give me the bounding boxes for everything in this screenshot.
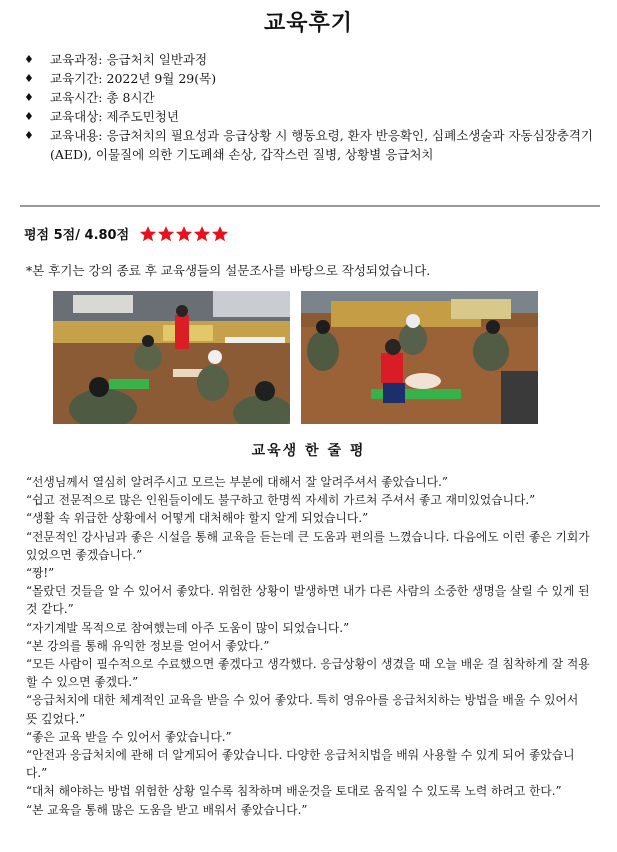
course-info-text: 교육대상: 제주도민청년 xyxy=(50,109,179,124)
course-info-item xyxy=(24,126,594,164)
survey-note: *본 후기는 강의 종료 후 교육생들의 설문조사를 바탕으로 작성되었습니다. xyxy=(26,263,431,278)
review-item: “안전과 응급처치에 관해 더 알게되어 좋았습니다. 다양한 응급처치법을 배워 사용할 수 있게 되어 좋았습니다.” xyxy=(26,748,575,781)
diamond-bullet-icon: ♦ xyxy=(24,129,34,142)
rating-stars xyxy=(139,225,229,243)
course-info-item xyxy=(24,69,594,88)
star-icon xyxy=(211,225,229,243)
review-item: “생활 속 위급한 상황에서 어떻게 대처해야 할지 알게 되었습니다.” xyxy=(26,511,369,526)
training-photo-right-image xyxy=(301,291,538,424)
review-list xyxy=(26,473,594,819)
training-photo-left-image xyxy=(53,291,290,424)
review-item: “전문적인 강사님과 좋은 시설을 통해 교육을 듣는데 큰 도움과 편의를 느꼈습니다. 다음에도 이런 좋은 기회가 있었으면 좋겠습니다.” xyxy=(26,529,594,562)
course-info-list xyxy=(24,50,594,164)
course-info-text: 교육내용: 응급처치의 필요성과 응급상황 시 행동요령, 환자 반응확인, 심폐소생술과 자동심장충격기(AED), 이물질에 의한 기도폐쇄 손상, 갑작스런 질병, 상황별 응급처치 xyxy=(50,128,593,162)
section-title: 교육생 한 줄 평 xyxy=(251,443,366,459)
rating-row xyxy=(24,224,229,243)
review-item: “짱!” xyxy=(26,566,55,581)
diamond-bullet-icon: ♦ xyxy=(24,72,34,85)
course-info-item xyxy=(24,50,594,69)
review-item: “몰랐던 것들을 알 수 있어서 좋았다. 위험한 상황이 발생하면 내가 다른 사람의 소중한 생명을 살릴 수 있게 된 것 같다.” xyxy=(26,584,594,617)
divider xyxy=(20,205,600,207)
review-item: “자기계발 목적으로 참여했는데 아주 도움이 많이 되었습니다.” xyxy=(26,620,350,635)
diamond-bullet-icon: ♦ xyxy=(24,91,34,104)
review-item: “대처 해야하는 방법 위험한 상황 일수록 침착하며 배운것을 토대로 움직일 수 있도록 노력 하려고 한다.” xyxy=(26,784,562,799)
star-icon xyxy=(157,225,175,243)
review-item: “응급처치에 대한 체계적인 교육을 받을 수 있어 좋았다. 특히 영유아를 응급처치하는 방법을 배울 수 있어서 뜻 깊었다.” xyxy=(26,693,583,726)
star-icon xyxy=(139,225,157,243)
review-item: “본 강의를 통해 유익한 정보를 얻어서 좋았다.” xyxy=(26,638,270,653)
course-info-text: 교육시간: 총 8시간 xyxy=(50,90,155,105)
review-item: “모든 사람이 필수적으로 수료했으면 좋겠다고 생각했다. 응급상황이 생겼을 때 오늘 배운 걸 침착하게 잘 적용할 수 있으면 좋겠다.” xyxy=(26,657,590,690)
course-info-item xyxy=(24,107,594,126)
page-title: 교육후기 xyxy=(263,11,353,36)
star-icon xyxy=(175,225,193,243)
course-info-text: 교육기간: 2022년 9월 29(목) xyxy=(50,71,217,86)
course-info-text: 교육과정: 응급처치 일반과정 xyxy=(50,52,208,67)
review-item: “선생님께서 열심히 알려주시고 모르는 부분에 대해서 잘 알려주셔서 좋았습니다.” xyxy=(26,475,448,489)
training-photo-right xyxy=(301,291,538,424)
review-item: “쉽고 전문적으로 많은 인원들이에도 불구하고 한명씩 자세히 가르쳐 주셔서 좋고 재미있었습니다.” xyxy=(26,493,536,508)
review-item: “본 교육을 통해 많은 도움을 받고 배워서 좋았습니다.” xyxy=(26,802,308,817)
diamond-bullet-icon: ♦ xyxy=(24,53,34,66)
rating-label: 평점 5점/ 4.80점 xyxy=(24,228,130,243)
course-info-item xyxy=(24,88,594,107)
star-icon xyxy=(193,225,211,243)
review-item: “좋은 교육 받을 수 있어서 좋았습니다.” xyxy=(26,729,232,744)
diamond-bullet-icon: ♦ xyxy=(24,110,34,123)
training-photo-left xyxy=(53,291,290,424)
